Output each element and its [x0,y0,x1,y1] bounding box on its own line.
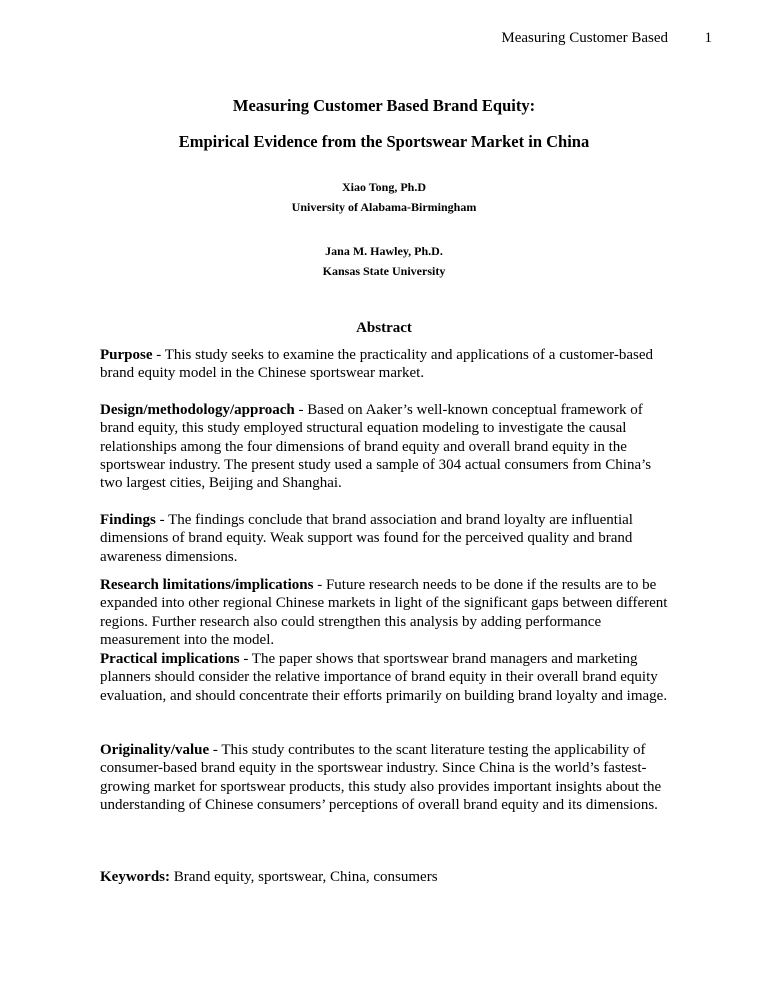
section-label: Design/methodology/approach [100,402,295,418]
running-head: Measuring Customer Based [501,30,668,46]
section-text: - This study contributes to the scant literature testing the applicability of consumer-based brand equity in the sportswear industry. Since China is the world’s fastest-growing market for sportswear products, this study also provides important insights about the understanding of Chinese consumers’ perceptions of overall brand equity and its dimensions. [100,742,662,813]
paper-title-line-2: Empirical Evidence from the Sportswear Market in China [178,132,590,151]
abstract-keywords [100,868,672,886]
section-text: - The findings conclude that brand association and brand loyalty are influential dimensions of brand equity. Weak support was found for the perceived quality and brand awareness dimensions. [100,512,633,565]
paper-title-line-1: Measuring Customer Based Brand Equity: [232,96,536,115]
section-label: Originality/value [100,742,210,758]
section-text: - This study seeks to examine the practicality and applications of a customer-based brand equity model in the Chinese sportswear market. [100,347,654,382]
section-text: - Based on Aaker’s well-known conceptual framework of brand equity, this study employed structural equation modeling to investigate the causal relationships among the four dimensions of brand equity and overall brand equity in the sportswear industry. The present study used a sample of 304 actual consumers from China’s two largest cities, Beijing and Shanghai. [100,402,652,492]
section-label: Practical implications [100,651,240,667]
author-name-2: Jana M. Hawley, Ph.D. [325,244,443,258]
abstract-research-limitations [100,576,672,649]
section-text: - Future research needs to be done if the results are to be expanded into other regional Chinese markets in light of the significant gaps between different regions. Further research also could strengthen this analysis by adding performance measurement into the model. [100,577,668,648]
abstract-practical-implications [100,650,672,705]
page-number: 1 [704,30,712,46]
section-label: Research limitations/implications [100,577,314,593]
section-label: Findings [100,512,156,528]
section-label: Purpose [100,347,153,363]
author-affiliation-2: Kansas State University [322,264,446,278]
author-affiliation-1: University of Alabama-Birmingham [291,200,477,214]
section-text: Brand equity, sportswear, China, consumers [170,869,438,885]
abstract-originality-value [100,741,672,814]
section-text: - The paper shows that sportswear brand managers and marketing planners should consider the relative importance of brand equity in their overall brand equity evaluation, and should concentrate their efforts primarily on building brand loyalty and image. [100,651,668,704]
abstract-heading: Abstract [356,320,412,336]
abstract-purpose [100,346,672,383]
section-label: Keywords: [100,869,170,885]
author-name-1: Xiao Tong, Ph.D [341,180,427,194]
abstract-findings [100,511,672,566]
abstract-design-methodology [100,401,672,492]
